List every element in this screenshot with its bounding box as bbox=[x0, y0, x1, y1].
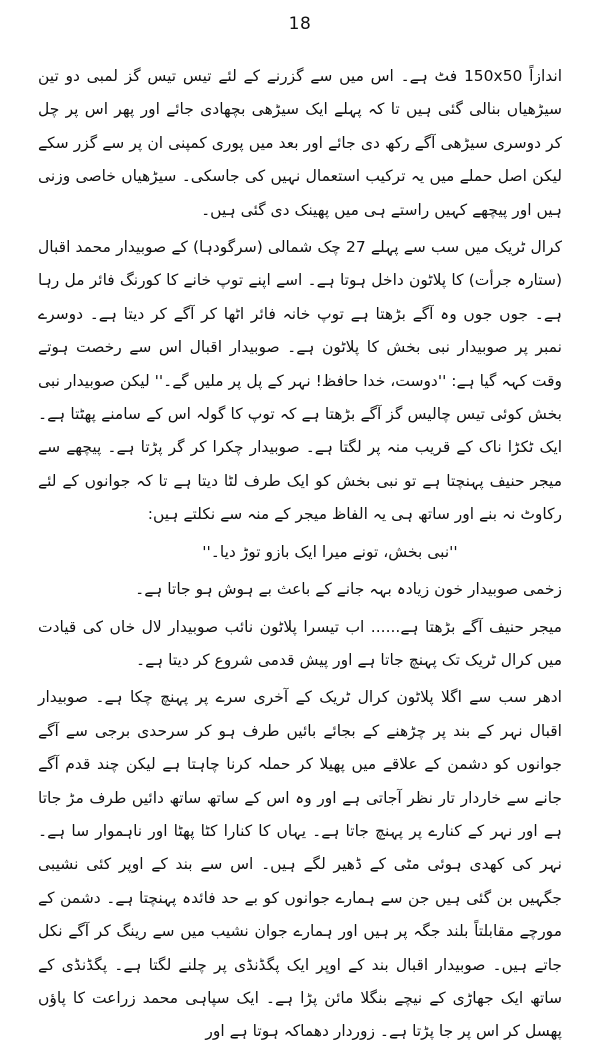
body-text bbox=[38, 60, 562, 1053]
paragraph-ladders: اندازاً 150x50 فٹ ہے۔ اس میں سے گزرنے کے لئے تیس تیس گز لمبی دو تین سیڑھیاں بنالی گئی ہیں تا کہ پہلے ایک سیڑھی بچھادی جائے اور پھر اس پر چل کر دوسری سیڑھی آگے رکھ دی جائے اور بعد میں پوری کمپنی ان پر سے گزر سکے لیکن اصل حملے میں یہ ترکیب استعمال نہیں کی جاسکی۔ سیڑھیاں خاصی وزنی ہیں اور پیچھے کہیں راستے ہی میں پھینک دی گئی ہیں۔ bbox=[38, 67, 563, 219]
paragraph-third-platoon: میجر حنیف آگے بڑھتا ہے...... اب تیسرا پلاٹون نائب صوبیدار لال خاں کی قیادت میں کرال ٹریک تک پہنچ جاتا ہے اور پیش قدمی شروع کر دیتا ہے۔ bbox=[38, 617, 562, 669]
page-number: 18 bbox=[288, 14, 312, 34]
quote-line: ''نبی بخش، تونے میرا ایک بازو توڑ دیا۔'' bbox=[202, 542, 458, 561]
paragraph-forward-platoon: ادھر سب سے اگلا پلاٹون کرال ٹریک کے آخری سرے پر پہنچ چکا ہے۔ صوبیدار اقبال نہر کے بند پر چڑھنے کے بجائے بائیں طرف ہو کر سرحدی برجی سے آگے جوانوں کو دشمن کے علاقے میں پھیلا کر حملہ کرنا چاہتا ہے لیکن چند قدم آگے جانے سے خاردار تار نظر آجاتی ہے اور وہ اس کے ساتھ ساتھ دائیں طرف مڑ جاتا ہے اور نہر کے کنارے پر پہنچ جاتا ہے۔ یہاں کا کنارا کٹا پھٹا اور ناہموار سا ہے۔ نہر کی کھدی ہوئی مٹی کے ڈھیر لگے ہیں۔ اس سے بند کے اوپر کئی نشیبی جگہیں بن گئی ہیں جن سے ہمارے جوانوں کو بے حد فائدہ پہنچتا ہے۔ دشمن کے مورچے مقابلتاً بلند جگہ پر ہیں اور ہمارے جوان نشیب میں سے رینگ کر آگے نکل جاتے ہیں۔ صوبیدار اقبال بند کے اوپر ایک پگڈنڈی پر چلنے لگتا ہے۔ پگڈنڈی کے ساتھ ایک جھاڑی کے نیچے بنگلا مائن پڑا ہے۔ ایک سپاہی محمد زراعت کا پاؤں پھسل کر اس پر جا پڑتا ہے۔ زوردار دھماکہ ہوتا ہے اور bbox=[38, 688, 562, 1041]
paragraph-kral-track: کرال ٹریک میں سب سے پہلے 27 چک شمالی (سرگودہا) کے صوبیدار محمد اقبال (ستارہ جرأت) کا پلاٹون داخل ہوتا ہے۔ اسے اپنے توپ خانے کا کورنگ فائر مل رہا ہے۔ جوں جوں وہ آگے بڑھتا ہے توپ خانہ فائر اٹھا کر آگے کر دیتا ہے۔ دوسرے نمبر پر صوبیدار نبی بخش کا پلاٹون ہے۔ صوبیدار اقبال اس سے رخصت ہوتے وقت کہہ گیا ہے: ''دوست، خدا حافظ! نہر کے پل پر ملیں گے۔'' لیکن صوبیدار نبی بخش کوئی تیس چالیس گز آگے بڑھتا ہے کہ توپ کا گولہ اس کے سامنے پھٹتا ہے۔ ایک ٹکڑا ناک کے قریب منہ پر لگتا ہے۔ صوبیدار چکرا کر گر پڑتا ہے۔ پیچھے سے میجر حنیف پہنچتا ہے تو نبی بخش کو ایک طرف لٹا دیتا ہے تا کہ جوانوں کے لئے رکاوٹ نہ بنے اور ساتھ ہی یہ الفاظ میجر کے منہ سے نکلتے ہیں: bbox=[38, 238, 562, 524]
paragraph-wounded: زخمی صوبیدار خون زیادہ بہہ جانے کے باعث بے ہوش ہو جاتا ہے۔ bbox=[135, 580, 562, 599]
